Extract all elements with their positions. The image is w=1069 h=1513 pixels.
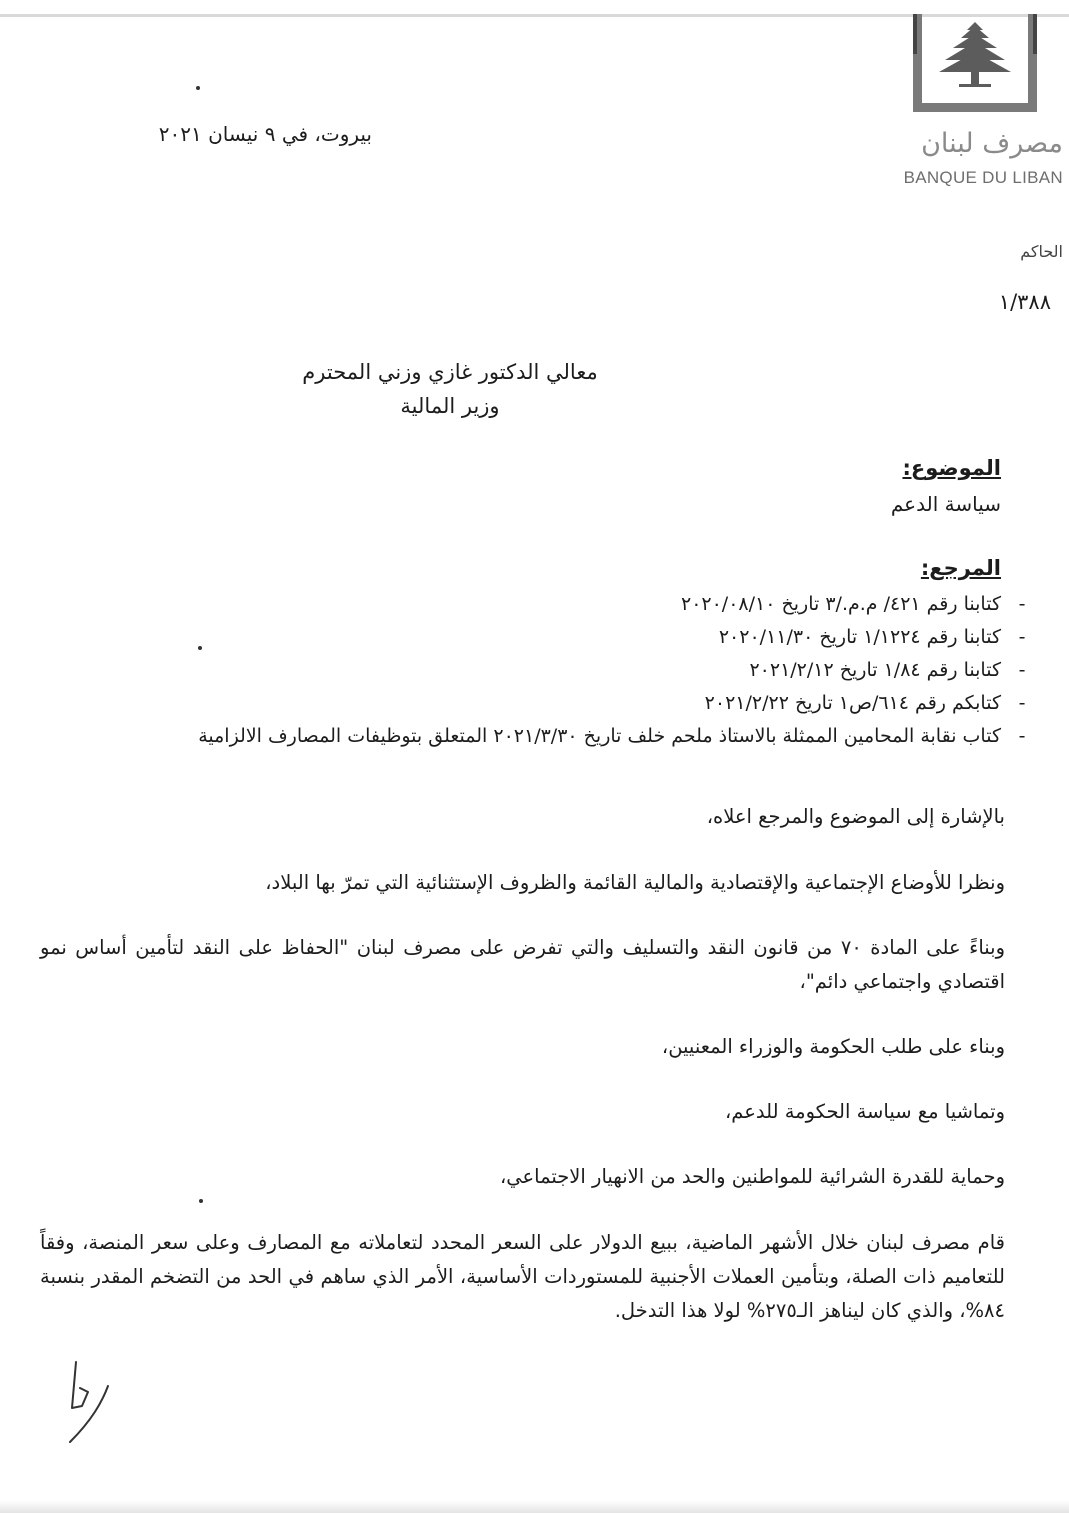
list-item — [43, 687, 1043, 720]
bullet-dash: - — [1018, 725, 1026, 747]
list-item — [43, 621, 1043, 654]
scan-speck — [198, 646, 202, 650]
date-line: بيروت، في ٩ نيسان ٢٠٢١ — [158, 122, 372, 146]
body-paragraph-4: وبناء على طلب الحكومة والوزراء المعنيين، — [661, 1035, 1005, 1058]
cedar-logo — [905, 14, 1045, 116]
scan-speck — [199, 1199, 203, 1203]
bullet-dash: - — [1018, 659, 1026, 681]
body-paragraph-3: وبناءً على المادة ٧٠ من قانون النقد والتسليف والتي تفرض على مصرف لبنان "الحفاظ على النقد لتأمين أساس نمو اقتصادي واجتماعي دائم"، — [40, 936, 1005, 993]
body-paragraph-5: وتماشيا مع سياسة الحكومة للدعم، — [724, 1100, 1005, 1123]
bullet-dash: - — [1018, 593, 1026, 615]
subject-text: سياسة الدعم — [890, 492, 1001, 516]
body-paragraph-6: وحماية للقدرة الشرائية للمواطنين والحد من الانهيار الاجتماعي، — [499, 1165, 1005, 1188]
addressee-name: معالي الدكتور غازي وزني المحترم — [302, 360, 598, 384]
reference-heading: المرجع: — [920, 556, 1001, 580]
body-paragraph-7: قام مصرف لبنان خلال الأشهر الماضية، ببيع الدولار على السعر المحدد لتعاملاته مع المصارف وعلى سعر المنصة، وفقاً للتعاميم ذات الصلة، وبتأمين العملات الأجنبية للمستوردات الأساسية، الأمر الذي ساهم في الحد من التضخم المقدر بنسبة ٨٤%، والذي كان ليناهز الـ٢٧٥% لولا هذا التدخل. — [40, 1231, 1005, 1322]
bullet-dash: - — [1018, 692, 1026, 714]
bank-name-arabic: مصرف لبنان — [921, 128, 1063, 159]
reference-item: كتابكم رقم ٦١٤/ص١ تاريخ ٢٠٢١/٢/٢٢ — [704, 692, 1001, 714]
list-item — [43, 588, 1043, 621]
addressee-title: وزير المالية — [400, 394, 500, 418]
list-item — [43, 720, 1043, 753]
bank-name-french: BANQUE DU LIBAN — [903, 168, 1063, 187]
reference-item: كتاب نقابة المحامين الممثلة بالاستاذ ملحم خلف تاريخ ٢٠٢١/٣/٣٠ المتعلق بتوظيفات المصارف الالزامية — [198, 725, 1001, 747]
handwritten-initials — [62, 1358, 122, 1448]
subject-heading: الموضوع: — [902, 456, 1001, 480]
page-bottom-edge — [0, 1500, 1069, 1513]
reference-item: كتابنا رقم ٤٢١/ م.م./٣ تاريخ ٢٠٢٠/٠٨/١٠ — [680, 593, 1001, 615]
reference-item: كتابنا رقم ١/٨٤ تاريخ ٢٠٢١/٢/١٢ — [749, 659, 1001, 681]
reference-number: ١/٣٨٨ — [998, 290, 1051, 314]
scan-speck — [196, 86, 200, 90]
bullet-dash: - — [1018, 626, 1026, 648]
list-item — [43, 654, 1043, 687]
body-paragraph-2: ونظرا للأوضاع الإجتماعية والإقتصادية والمالية القائمة والظروف الإستثنائية التي تمرّ بها البلاد، — [265, 871, 1005, 894]
office-label: الحاكم — [1020, 242, 1063, 261]
reference-list — [43, 588, 1043, 753]
reference-item: كتابنا رقم ١/١٢٢٤ تاريخ ٢٠٢٠/١١/٣٠ — [718, 626, 1001, 648]
body-paragraph-1: بالإشارة إلى الموضوع والمرجع اعلاه، — [706, 805, 1005, 828]
